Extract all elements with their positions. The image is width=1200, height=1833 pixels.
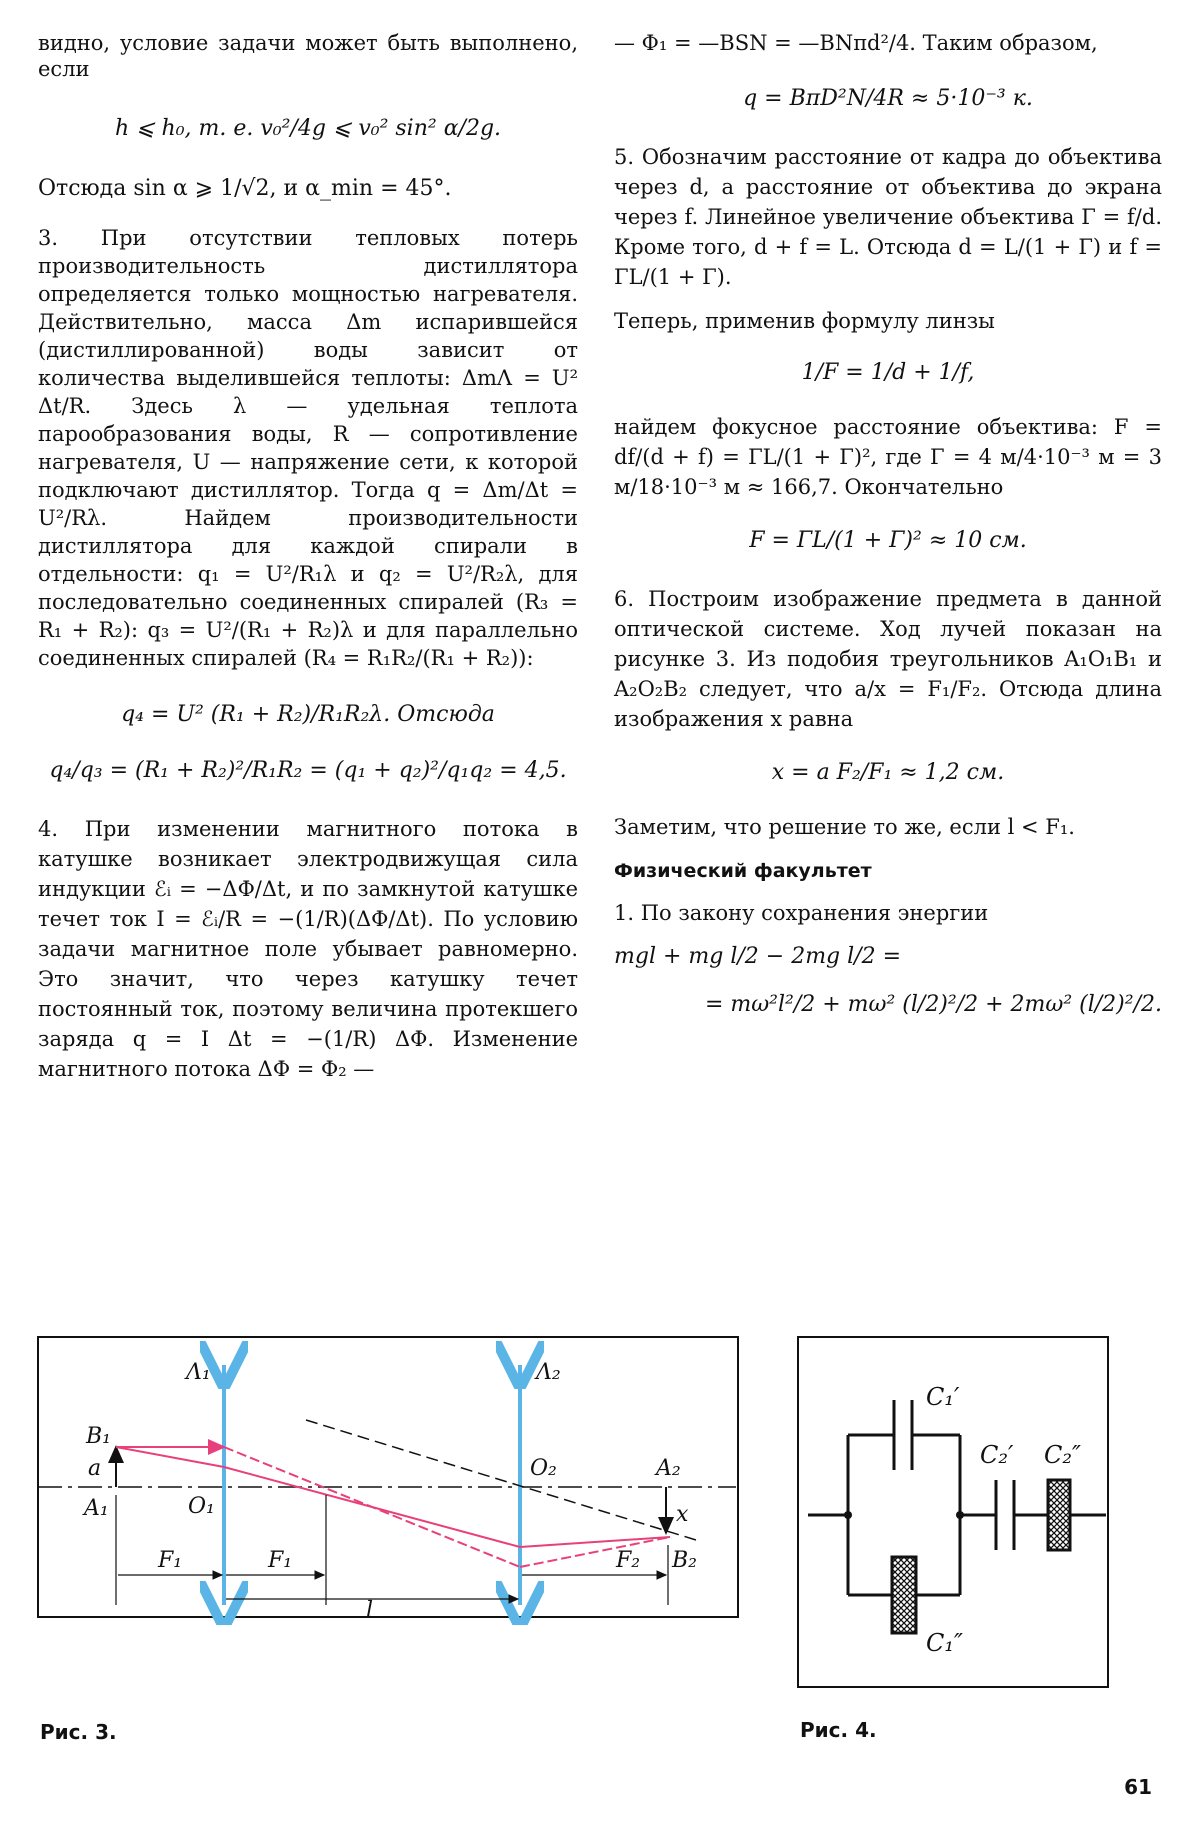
equation-energy-1: mgl + mg l/2 − 2mg l/2 = [614, 944, 902, 969]
equation-ratio: q₄/q₃ = (R₁ + R₂)²/R₁R₂ = (q₁ + q₂)²/q₁q₂ = 4,5. [49, 758, 567, 783]
right-column [614, 30, 1162, 1018]
label-x: x [676, 1502, 689, 1527]
label-B2: B₂ [672, 1548, 697, 1573]
label-O1: O₁ [188, 1494, 215, 1519]
paragraph-5: 5. Обозначим расстояние от кадра до объектива через d, а расстояние от объектива до экрана через f. Линейное увеличение объектива Γ = f/d. Кроме того, d + f = L. Отсюда d = L/(1 + Γ) и f = ΓL/(1 + Γ). [614, 145, 1162, 289]
label-lens-1: Λ₁ [186, 1360, 211, 1385]
paragraph-5b: Теперь, применив формулу линзы [614, 309, 995, 333]
capacitor-c2-double-prime [1048, 1480, 1070, 1550]
label-c2-double-prime: C₂″ [1044, 1441, 1081, 1469]
label-A2: A₂ [656, 1456, 681, 1481]
label-c1-prime: C₁′ [926, 1383, 960, 1411]
label-F1-a: F₁ [158, 1548, 183, 1573]
capacitor-c1-double-prime [892, 1557, 916, 1633]
page-number: 61 [1124, 1775, 1152, 1799]
paragraph-6: 6. Построим изображение предмета в данной оптической системе. Ход лучей показан на рисунке 3. Из подобия треугольников A₁O₁B₁ и A₂O₂B₂ следует, что a/x = F₁/F₂. Отсюда длина изображения x равна [614, 587, 1162, 731]
paragraph-6b: Заметим, что решение то же, если l < F₁. [614, 815, 1075, 839]
equation-x: x = a F₂/F₁ ≈ 1,2 см. [771, 760, 1005, 785]
label-l: l [366, 1598, 374, 1623]
figure-4-caption: Рис. 4. [800, 1718, 877, 1742]
left-column [38, 30, 578, 1092]
paragraph-3: 3. При отсутствии тепловых потерь производительность дистиллятора определяется только мощностью нагревателя. Действительно, масса Δm испарившейся (дистиллированной) воды зависит от количества выделившейся теплоты: ΔmΛ = U² Δt/R. Здесь λ — удельная теплота парообразования воды, R — сопротивление нагревателя, U — напряжение сети, к которой подключают дистиллятор. Тогда q = Δm/Δt = U²/Rλ. Найдем производительности дистиллятора для каждой спирали в отдельности: q₁ = U²/R₁λ и q₂ = U²/R₂λ, для последовательно соединенных спиралей (R₃ = R₁ + R₂): q₃ = U²/(R₁ + R₂)λ и для параллельно соединенных спиралей (R₄ = R₁R₂/(R₁ + R₂)): [38, 226, 578, 670]
paragraph-4-continued: — Φ₁ = —BSN = —BNπd²/4. Таким образом, [614, 31, 1098, 55]
paragraph-energy: 1. По закону сохранения энергии [614, 901, 989, 925]
label-O2: O₂ [530, 1456, 557, 1481]
equation-h: h ⩽ h₀, т. е. v₀²/4g ⩽ v₀² sin² α/2g. [114, 116, 502, 141]
paragraph-5c: найдем фокусное расстояние объектива: F = df/(d + f) = ΓL/(1 + Γ)², где Γ = 4 м/4·10⁻³ м = 3 м/18·10⁻³ м ≈ 166,7. Окончательно [614, 415, 1162, 499]
equation-q: q = BπD²N/4R ≈ 5·10⁻³ к. [743, 86, 1033, 111]
equation-alpha: Отсюда sin α ⩾ 1/√2, и α_min = 45°. [38, 176, 452, 201]
figure-4-circuit [796, 1335, 1116, 1695]
paragraph-4: 4. При изменении магнитного потока в катушке возникает электродвижущая сила индукции ℰᵢ = −ΔΦ/Δt, и по замкнутой катушке течет ток I = ℰᵢ/R = −(1/R)(ΔΦ/Δt). По условию задачи магнитное поле убывает равномерно. Это значит, что через катушку течет постоянный ток, поэтому величина протекшего заряда q = I Δt = −(1/R) ΔΦ. Изменение магнитного потока ΔΦ = Φ₂ — [38, 817, 578, 1081]
label-B1: B₁ [86, 1424, 111, 1449]
label-a: a [88, 1456, 102, 1481]
equation-lens: 1/F = 1/d + 1/f, [801, 360, 975, 385]
label-F2: F₂ [616, 1548, 641, 1573]
section-heading: Физический факультет [614, 860, 872, 882]
paragraph-intro: видно, условие задачи может быть выполнено, если [38, 31, 578, 81]
figure-3-caption: Рис. 3. [40, 1720, 117, 1744]
label-A1: A₁ [84, 1496, 109, 1521]
label-c2-prime: C₂′ [980, 1441, 1014, 1469]
label-c1-double-prime: C₁″ [926, 1629, 963, 1657]
equation-F: F = ΓL/(1 + Γ)² ≈ 10 см. [749, 528, 1027, 553]
equation-q4: q₄ = U² (R₁ + R₂)/R₁R₂λ. Отсюда [121, 702, 495, 727]
figure-3-diagram [36, 1335, 756, 1625]
label-lens-2: Λ₂ [536, 1360, 561, 1385]
label-F1-b: F₁ [268, 1548, 293, 1573]
equation-energy-2: = mω²l²/2 + mω² (l/2)²/2 + 2mω² (l/2)²/2. [704, 992, 1162, 1017]
